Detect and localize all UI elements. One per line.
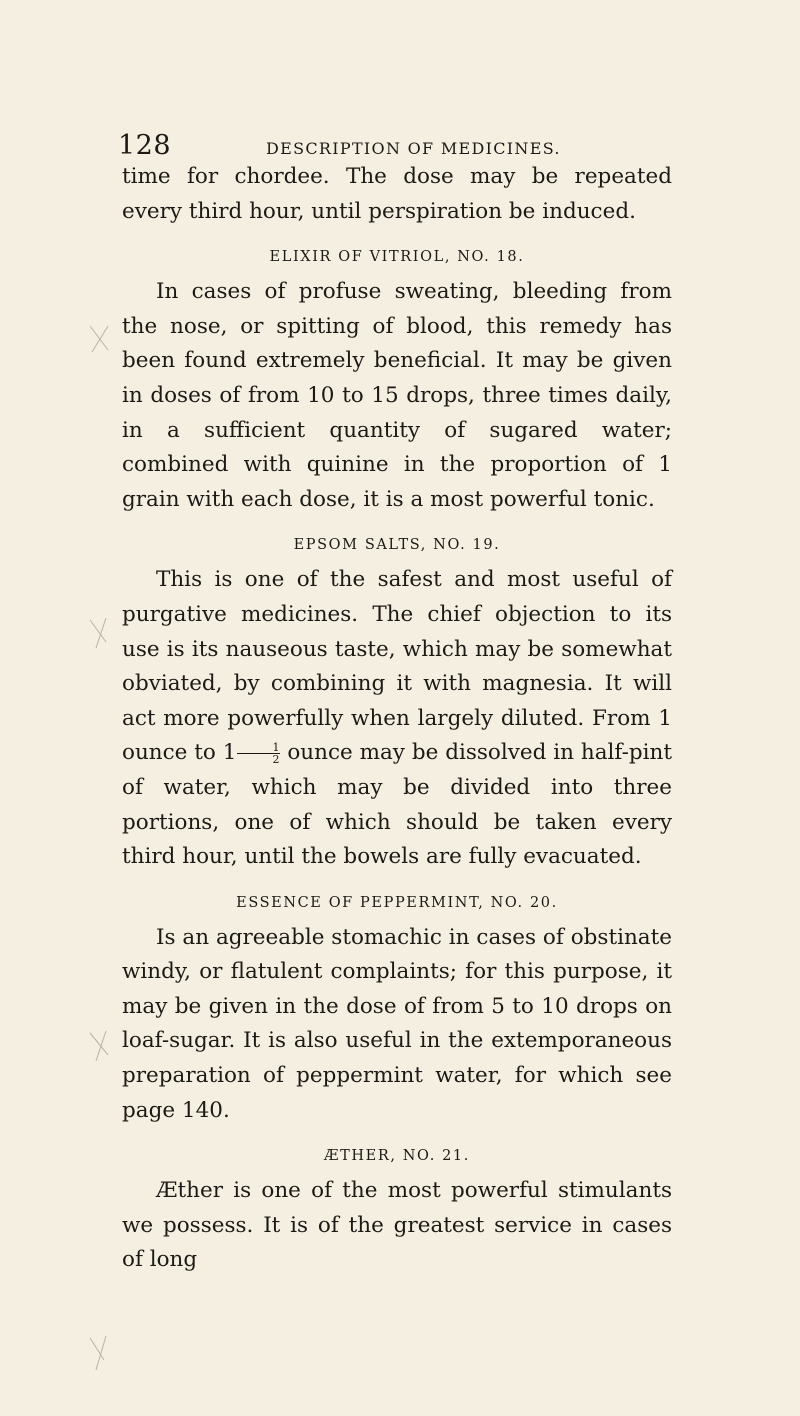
page-number: 128 (118, 130, 172, 161)
body-text (122, 160, 672, 1278)
fraction-numerator: 1 (237, 742, 280, 754)
fraction-half (237, 742, 280, 765)
running-head (118, 130, 718, 164)
epsom-text-part-1: This is one of the safest and most useful of purgative medicines. The chief objection to its use is its nauseous taste, which may be somewhat obviated, by combining it with magnesia. It will act more powerfully when largely diluted. From 1 ounce to 1 (122, 567, 672, 766)
section-heading-essence-of-peppermint: ESSENCE OF PEPPERMINT, NO. 20. (236, 894, 558, 911)
pencil-mark-icon (86, 1025, 116, 1065)
fraction-denominator: 2 (272, 753, 280, 767)
section-heading-elixir-of-vitriol: ELIXIR OF VITRIOL, NO. 18. (269, 249, 525, 266)
pencil-mark-icon (86, 612, 116, 652)
section-body-elixir-of-vitriol: In cases of profuse sweating, bleeding from the nose, or spitting of blood, this remedy has been found extremely beneficial. It may be given in doses of from 10 to 15 drops, three times daily, in a sufficient quantity of sugared water; combined with quinine in the proportion of 1 grain with each dose, it is a most powerful tonic. (122, 279, 672, 512)
pencil-mark-icon (86, 320, 116, 360)
running-title: DESCRIPTION OF MEDICINES. (266, 139, 561, 158)
continuation-paragraph: time for chordee. The dose may be repeated every third hour, until perspiration be induced. (122, 164, 672, 224)
epsom-text-part-2: ounce may be dissolved in half-pint of water, which may be divided into three portions, one of which should be taken every third hour, until the bowels are fully evacuated. (122, 740, 672, 870)
section-body-essence-of-peppermint: Is an agreeable stomachic in cases of obstinate windy, or flatulent complaints; for this purpose, it may be given in the dose of from 5 to 10 drops on loaf-sugar. It is also useful in the extemporaneous preparation of peppermint water, for which see page 140. (122, 924, 672, 1123)
section-body-aether: Æther is one of the most powerful stimulants we possess. It is of the greatest service in cases of long (122, 1178, 672, 1273)
section-heading-aether: ÆTHER, NO. 21. (324, 1148, 470, 1165)
section-body-epsom-salts (122, 563, 672, 874)
pencil-mark-icon (86, 1332, 116, 1372)
section-heading-epsom-salts: EPSOM SALTS, NO. 19. (293, 537, 501, 554)
